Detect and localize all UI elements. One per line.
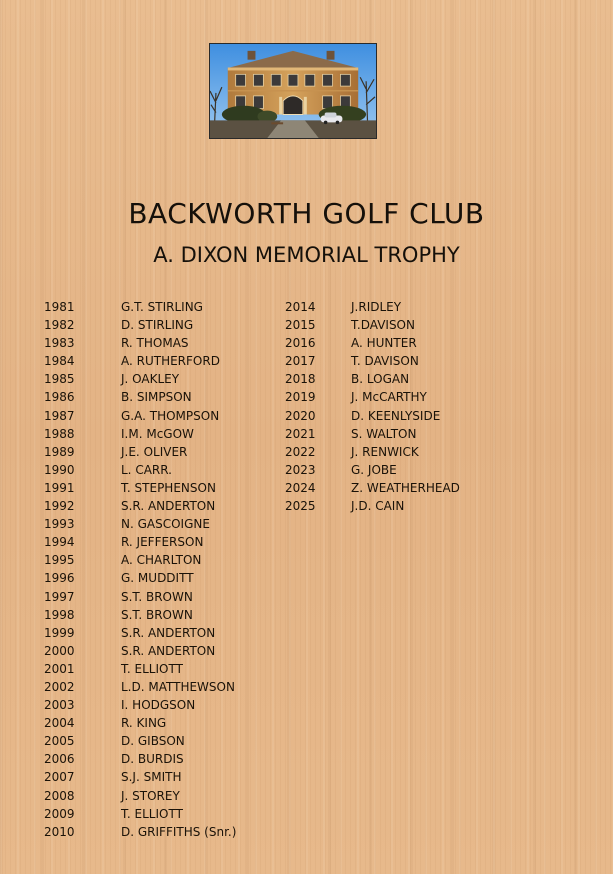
clubhouse-photo bbox=[209, 43, 377, 139]
winner-row bbox=[44, 823, 236, 841]
winner-name: A. RUTHERFORD bbox=[121, 354, 220, 369]
winner-year: 1993 bbox=[44, 517, 75, 532]
winner-year: 2007 bbox=[44, 770, 75, 785]
winners-list-left bbox=[44, 298, 236, 841]
winner-year: 1987 bbox=[44, 408, 75, 423]
winner-row bbox=[44, 768, 236, 786]
winner-year: 2023 bbox=[285, 462, 316, 477]
winner-name: L. CARR. bbox=[121, 462, 172, 477]
winner-row bbox=[44, 732, 236, 750]
winner-year: 1991 bbox=[44, 480, 75, 495]
winner-year: 1989 bbox=[44, 444, 75, 459]
winner-name: N. GASCOIGNE bbox=[121, 517, 210, 532]
winner-row bbox=[44, 606, 236, 624]
winner-name: G.A. THOMPSON bbox=[121, 408, 220, 423]
club-title: BACKWORTH GOLF CLUB bbox=[128, 197, 485, 230]
winner-row bbox=[44, 660, 236, 678]
winner-name: S.R. ANDERTON bbox=[121, 643, 216, 658]
winner-name: B. LOGAN bbox=[351, 372, 410, 387]
winner-name: B. SIMPSON bbox=[121, 390, 192, 405]
winner-name: A. HUNTER bbox=[351, 336, 417, 351]
winner-year: 2016 bbox=[285, 336, 316, 351]
winner-name: S.R. ANDERTON bbox=[121, 499, 216, 514]
winner-row bbox=[44, 678, 236, 696]
winner-year: 1985 bbox=[44, 372, 75, 387]
winner-name: J. OAKLEY bbox=[121, 372, 180, 387]
winner-name: S.T. BROWN bbox=[121, 607, 193, 622]
winner-row bbox=[44, 334, 236, 352]
winner-row bbox=[285, 443, 460, 461]
winner-row bbox=[44, 298, 236, 316]
winner-year: 1995 bbox=[44, 553, 75, 568]
winner-year: 2001 bbox=[44, 661, 75, 676]
winner-name: T.DAVISON bbox=[351, 318, 415, 333]
winner-row bbox=[44, 588, 236, 606]
winner-row bbox=[285, 407, 460, 425]
winner-row bbox=[285, 352, 460, 370]
winner-row bbox=[44, 696, 236, 714]
winner-name: L.D. MATTHEWSON bbox=[121, 679, 235, 694]
winner-name: J. STOREY bbox=[121, 788, 180, 803]
winner-name: R. KING bbox=[121, 716, 167, 731]
winner-year: 2003 bbox=[44, 698, 75, 713]
winner-name: Z. WEATHERHEAD bbox=[351, 480, 460, 495]
winner-year: 1994 bbox=[44, 535, 75, 550]
winner-name: I.M. McGOW bbox=[121, 426, 194, 441]
winner-year: 2009 bbox=[44, 806, 75, 821]
winner-row bbox=[285, 388, 460, 406]
winner-name: S.J. SMITH bbox=[121, 770, 182, 785]
winner-name: J. McCARTHY bbox=[351, 390, 427, 405]
winner-year: 1986 bbox=[44, 390, 75, 405]
winner-row bbox=[44, 533, 236, 551]
winner-row bbox=[285, 334, 460, 352]
winner-name: T. STEPHENSON bbox=[121, 480, 216, 495]
winner-row bbox=[44, 551, 236, 569]
winner-row bbox=[44, 624, 236, 642]
winner-row bbox=[285, 425, 460, 443]
winner-row bbox=[285, 298, 460, 316]
winner-year: 2025 bbox=[285, 499, 316, 514]
winner-name: D. STIRLING bbox=[121, 318, 194, 333]
winner-name: S.T. BROWN bbox=[121, 589, 193, 604]
winner-year: 2005 bbox=[44, 734, 75, 749]
winner-name: R. THOMAS bbox=[121, 336, 189, 351]
winner-row bbox=[44, 642, 236, 660]
winner-name: S.R. ANDERTON bbox=[121, 625, 216, 640]
clubhouse-image bbox=[210, 44, 376, 138]
winner-year: 2004 bbox=[44, 716, 75, 731]
winner-year: 1990 bbox=[44, 462, 75, 477]
winner-name: D. GRIFFITHS (Snr.) bbox=[121, 824, 237, 839]
winner-year: 2006 bbox=[44, 752, 75, 767]
winner-row bbox=[44, 370, 236, 388]
winner-year: 1983 bbox=[44, 336, 75, 351]
winner-name: S. WALTON bbox=[351, 426, 417, 441]
winner-name: T. ELLIOTT bbox=[121, 661, 183, 676]
winner-row bbox=[44, 787, 236, 805]
winner-row bbox=[285, 479, 460, 497]
winner-row bbox=[44, 461, 236, 479]
winner-name: R. JEFFERSON bbox=[121, 535, 204, 550]
winner-row bbox=[44, 352, 236, 370]
winner-row bbox=[44, 750, 236, 768]
winner-row bbox=[44, 425, 236, 443]
winner-year: 1999 bbox=[44, 625, 75, 640]
winner-year: 2021 bbox=[285, 426, 316, 441]
winner-name: I. HODGSON bbox=[121, 698, 196, 713]
winner-row bbox=[44, 388, 236, 406]
winner-row bbox=[44, 497, 236, 515]
winner-year: 2010 bbox=[44, 824, 75, 839]
winner-name: A. CHARLTON bbox=[121, 553, 202, 568]
winner-row bbox=[44, 479, 236, 497]
winner-year: 1996 bbox=[44, 571, 75, 586]
winner-year: 1992 bbox=[44, 499, 75, 514]
winner-year: 2008 bbox=[44, 788, 75, 803]
winner-row bbox=[285, 316, 460, 334]
winner-name: J.D. CAIN bbox=[351, 499, 405, 514]
trophy-subtitle: A. DIXON MEMORIAL TROPHY bbox=[153, 243, 460, 267]
winner-row bbox=[44, 569, 236, 587]
winner-year: 2017 bbox=[285, 354, 316, 369]
winner-row bbox=[44, 714, 236, 732]
winner-name: D. KEENLYSIDE bbox=[351, 408, 441, 423]
winner-year: 2020 bbox=[285, 408, 316, 423]
winner-name: G. JOBE bbox=[351, 462, 397, 477]
winner-year: 2022 bbox=[285, 444, 316, 459]
winner-year: 1981 bbox=[44, 300, 75, 314]
winner-row bbox=[44, 515, 236, 533]
winner-row bbox=[44, 407, 236, 425]
winner-row bbox=[44, 443, 236, 461]
winner-year: 2019 bbox=[285, 390, 316, 405]
winner-year: 2015 bbox=[285, 318, 316, 333]
winner-name: J.RIDLEY bbox=[351, 300, 402, 314]
winner-year: 2002 bbox=[44, 679, 75, 694]
winner-name: J.E. OLIVER bbox=[121, 444, 188, 459]
winner-year: 1997 bbox=[44, 589, 75, 604]
winner-year: 1982 bbox=[44, 318, 75, 333]
winner-name: T. ELLIOTT bbox=[121, 806, 183, 821]
winner-name: J. RENWICK bbox=[351, 444, 419, 459]
winner-year: 1988 bbox=[44, 426, 75, 441]
winner-name: T. DAVISON bbox=[351, 354, 419, 369]
winner-row bbox=[44, 805, 236, 823]
winner-name: G.T. STIRLING bbox=[121, 300, 203, 314]
winner-year: 2024 bbox=[285, 480, 316, 495]
winners-list-right bbox=[285, 298, 460, 515]
winner-name: D. BURDIS bbox=[121, 752, 184, 767]
winner-row bbox=[285, 461, 460, 479]
winner-year: 2000 bbox=[44, 643, 75, 658]
winner-row bbox=[285, 497, 460, 515]
winner-year: 2014 bbox=[285, 300, 316, 314]
winner-row bbox=[285, 370, 460, 388]
winner-year: 1998 bbox=[44, 607, 75, 622]
winner-year: 1984 bbox=[44, 354, 75, 369]
winner-row bbox=[44, 316, 236, 334]
winner-year: 2018 bbox=[285, 372, 316, 387]
winner-name: G. MUDDITT bbox=[121, 571, 194, 586]
winner-name: D. GIBSON bbox=[121, 734, 185, 749]
